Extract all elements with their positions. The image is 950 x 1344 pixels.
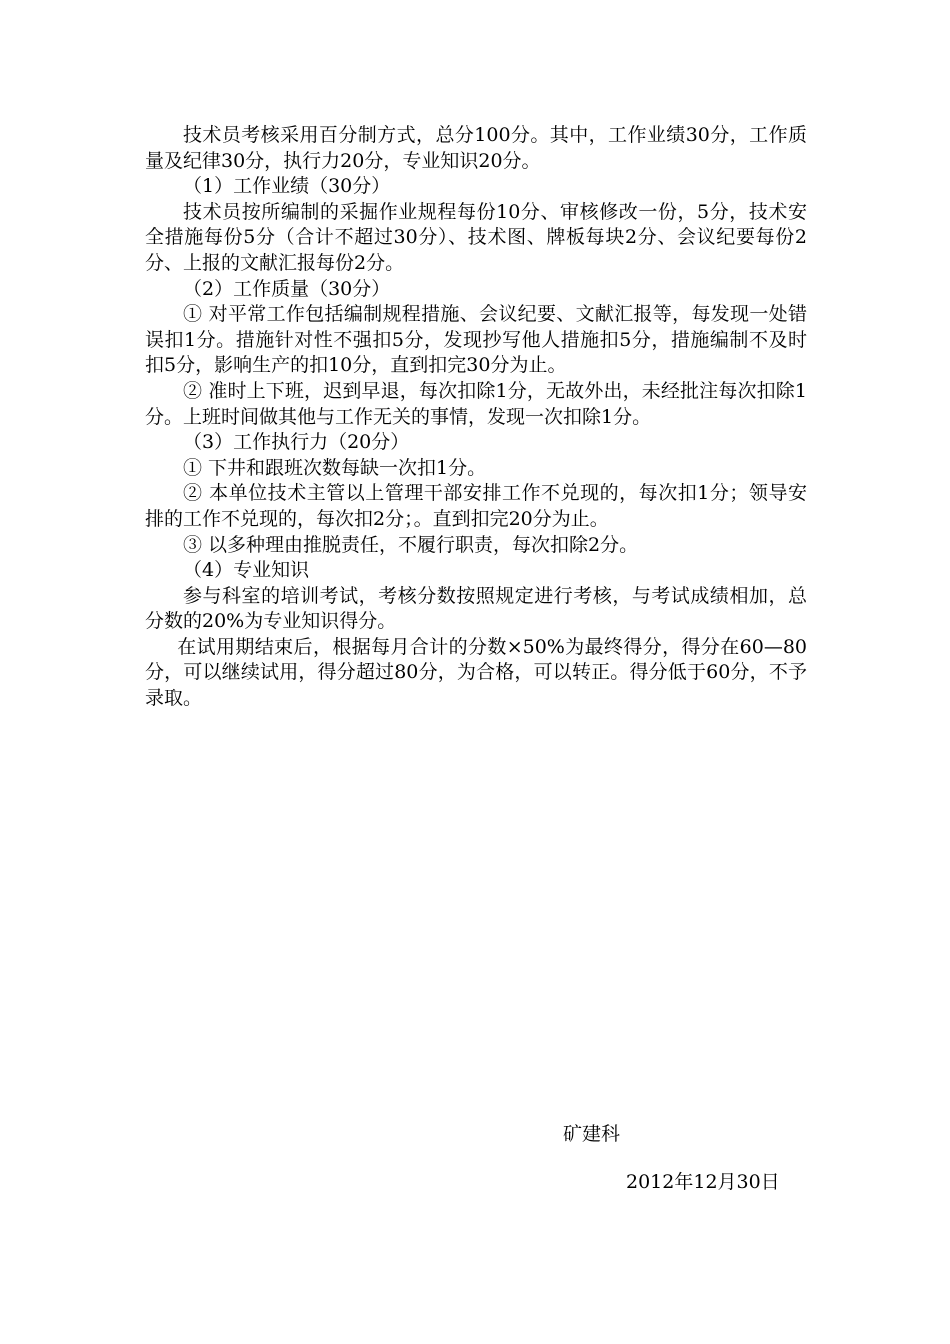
heading-professional-knowledge: （4）专业知识	[183, 559, 310, 582]
signature-date: 2012年12月30日	[626, 1171, 780, 1193]
heading-work-quality: （2）工作质量（30分）	[183, 277, 391, 300]
paragraph-execution-item-3: ③ 以多种理由推脱责任，不履行职责，每次扣除2分。	[183, 533, 639, 556]
paragraph-professional-knowledge: 参与科室的培训考试，考核分数按照规定进行考核，与考试成绩相加，总分数的20%为专业知识得分。	[145, 584, 807, 633]
paragraph-quality-item-1: ① 对平常工作包括编制规程措施、会议纪要、文献汇报等，每发现一处错误扣1分。措施针对性不强扣5分，发现抄写他人措施扣5分，措施编制不及时扣5分，影响生产的扣10分，直到扣完30分为止。	[145, 303, 807, 377]
signature-department: 矿建科	[563, 1123, 621, 1145]
heading-execution: （3）工作执行力（20分）	[183, 431, 410, 454]
paragraph-conclusion: 在试用期结束后，根据每月合计的分数×50%为最终得分，得分在60—80分，可以继续试用，得分超过80分，为合格，可以转正。得分低于60分，不予录取。	[145, 635, 807, 710]
paragraph-execution-item-1: ① 下井和跟班次数每缺一次扣1分。	[183, 456, 487, 479]
paragraph-quality-item-2: ② 准时上下班，迟到早退，每次扣除1分，无故外出，未经批注每次扣除1分。上班时间做其他与工作无关的事情，发现一次扣除1分。	[145, 379, 807, 428]
heading-work-performance: （1）工作业绩（30分）	[183, 175, 391, 198]
paragraph-intro: 技术员考核采用百分制方式，总分100分。其中，工作业绩30分，工作质量及纪律30分，执行力20分，专业知识20分。	[145, 124, 807, 172]
paragraph-work-performance: 技术员按所编制的采掘作业规程每份10分、审核修改一份，5分，技术安全措施每份5分（合计不超过30分）、技术图、牌板每块2分、会议纪要每份2分、上报的文献汇报每份2分。	[145, 200, 807, 274]
document-body	[145, 123, 807, 712]
paragraph-execution-item-2: ② 本单位技术主管以上管理干部安排工作不兑现的，每次扣1分；领导安排的工作不兑现的，每次扣2分；。直到扣完20分为止。	[145, 482, 807, 530]
